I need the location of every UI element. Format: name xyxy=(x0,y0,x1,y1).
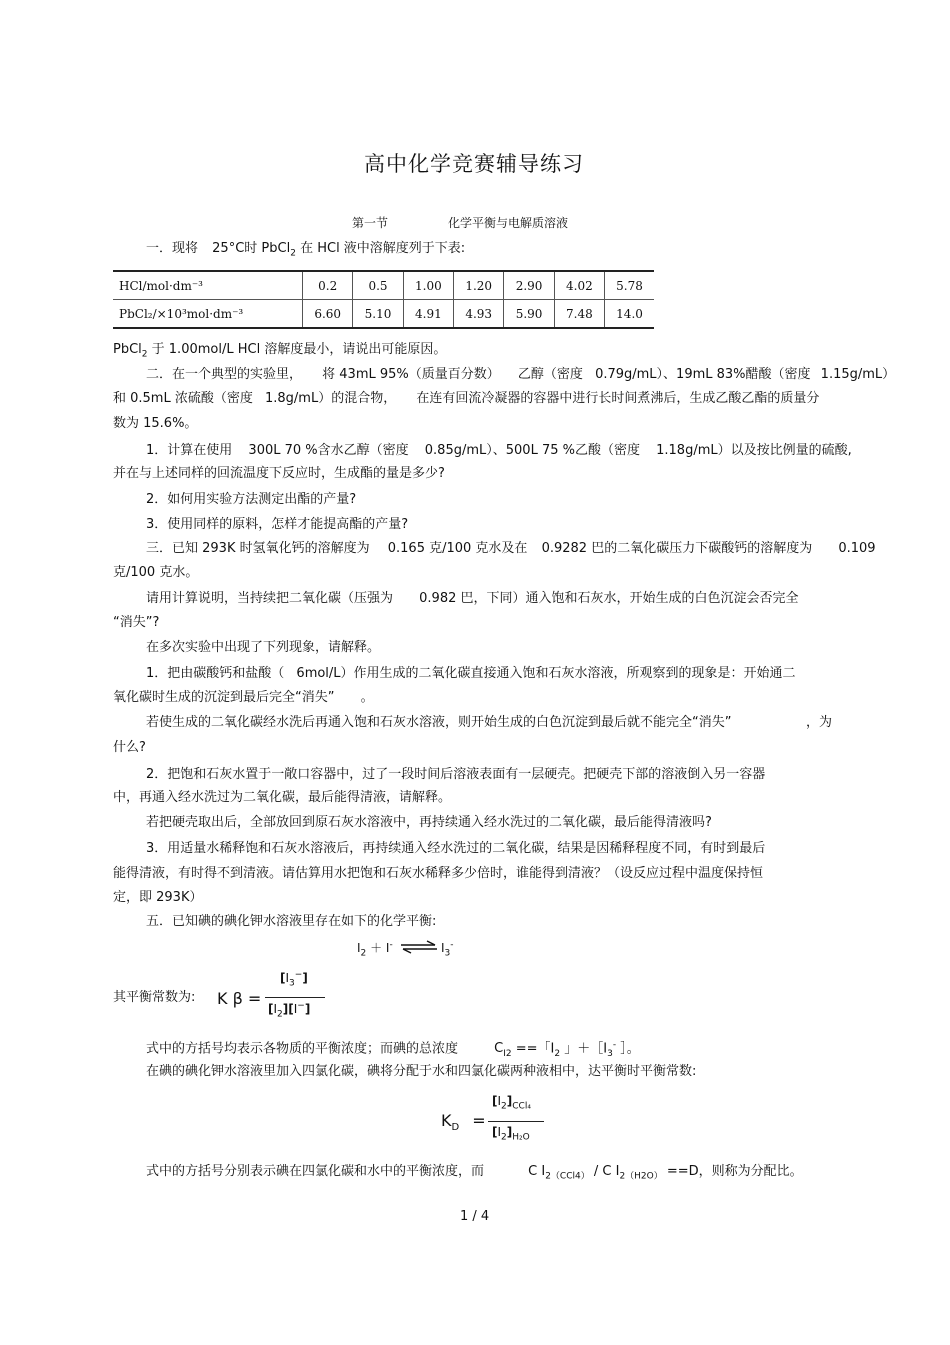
q5-note1: 式中的方括号均表示各物质的平衡浓度；而碘的总浓度 $C_{I2}$ ==「$I_2$ 」$+[I_3^-$ ］。 xyxy=(146,1040,640,1059)
table-cell: 4.93 xyxy=(454,300,504,329)
q2-line2: 和 0.5mL 浓硫酸（密度 1.8g/mL）的混合物， 在连有回流冷凝器的容器中进行长时间煮沸后，生成乙酸乙酯的质量分 xyxy=(113,391,820,406)
table-row xyxy=(113,271,654,300)
q3-line5: 在多次实验中出现了下列现象，请解释。 xyxy=(146,640,381,655)
q1-intro: 一．现将 25°C时 PbCl$_2$ 在 HCl 液中溶解度列于下表: xyxy=(146,241,466,259)
table-cell: 4.91 xyxy=(403,300,453,329)
kd-denominator: $[I_2]_{H_2O}$ xyxy=(492,1125,530,1143)
q3-a1-line1: 1．把由碳酸钙和盐酸（ 6mol/L）作用生成的二氧化碳直接通入饱和石灰水溶液，所观察到的现象是：开始通二 xyxy=(146,666,796,681)
q3-b-line1: 2．把饱和石灰水置于一敞口容器中，过了一段时间后溶液表面有一层硬壳。把硬壳下部的溶液倒入另一容器 xyxy=(146,767,766,782)
k-beta-numerator: $[I_3^-]$ xyxy=(280,970,308,989)
table-cell: 0.5 xyxy=(353,271,403,300)
table-cell: 7.48 xyxy=(554,300,604,329)
table-cell: 1.20 xyxy=(454,271,504,300)
solubility-table xyxy=(113,270,654,329)
table-cell: 5.78 xyxy=(605,271,654,300)
section-name: 化学平衡与电解质溶液 xyxy=(448,216,569,230)
table-cell: 0.2 xyxy=(303,271,353,300)
q2-sub1: 1．计算在使用 300L 70 %含水乙醇（密度 0.85g/mL）、500L 75 %乙酸（密度 1.18g/mL）以及按比例量的硫酸, xyxy=(146,443,852,458)
q2-line3: 数为 15.6%。 xyxy=(113,416,198,431)
page-title: 高中化学竞赛辅导练习 xyxy=(364,152,584,176)
q3-c-line1: 3．用适量水稀释饱和石灰水溶液后，再持续通入经水洗过的二氧化碳，结果是因稀释程度不同，有时到最后 xyxy=(146,841,766,856)
q1-question: PbCl$_2$ 于 1.00mol/L HCl 溶解度最小，请说出可能原因。 xyxy=(113,342,447,360)
q3-c-line3: 定，即 293K） xyxy=(113,890,203,905)
q5-intro: 五．已知碘的碘化钾水溶液里存在如下的化学平衡: xyxy=(146,914,437,929)
k-beta-symbol: K β = xyxy=(217,989,262,1008)
q3-line3: 请用计算说明，当持续把二氧化碳（压强为 0.982 巴，下同）通入饱和石灰水，开始生成的白色沉淀会否完全 xyxy=(146,591,799,606)
table-cell: 4.02 xyxy=(554,271,604,300)
table-cell: 2.90 xyxy=(504,271,554,300)
kd-symbol: $K_D$ = xyxy=(441,1111,486,1134)
q2-sub2: 2．如何用实验方法测定出酯的产量? xyxy=(146,492,357,507)
section-number: 第一节 xyxy=(352,216,389,230)
q5-note2: 在碘的碘化钾水溶液里加入四氯化碳，碘将分配于水和四氯化碳两种液相中，达平衡时平衡常数: xyxy=(146,1064,697,1079)
kd-numerator: $[I_2]_{CCl_4}$ xyxy=(492,1094,531,1112)
q2-line1: 二．在一个典型的实验里， 将 43mL 95%（质量百分数） 乙醇（密度 0.79g/mL）、19mL 83%醋酸（密度 1.15g/mL） xyxy=(146,367,896,382)
table-cell: 5.90 xyxy=(504,300,554,329)
q3-b-line3: 若把硬壳取出后，全部放回到原石灰水溶液中，再持续通入经水洗过的二氧化碳，最后能得清液吗? xyxy=(146,815,712,830)
q3-line1: 三．已知 293K 时氢氧化钙的溶解度为 0.165 克/100 克水及在 0.9282 巴的二氧化碳压力下碳酸钙的溶解度为 0.109 xyxy=(146,541,876,556)
q3-a2-line1: 若使生成的二氧化碳经水洗后再通入饱和石灰水溶液，则开始生成的白色沉淀到最后就不能完全“消失” xyxy=(146,715,732,730)
q3-a2-tail: ，为 xyxy=(806,715,833,730)
equilibrium-equation: $I_2 + I^-$ xyxy=(357,940,393,959)
k-beta-denominator: $[I_2][I^-]$ xyxy=(268,1001,311,1020)
page-number: 1 / 4 xyxy=(460,1209,490,1224)
q3-line2: 克/100 克水。 xyxy=(113,565,199,580)
q2-sub1-cont: 并在与上述同样的回流温度下反应时，生成酯的量是多少? xyxy=(113,466,445,481)
q2-sub3: 3．使用同样的原料，怎样才能提高酯的产量? xyxy=(146,517,409,532)
table-cell: 1.00 xyxy=(403,271,453,300)
q3-a1-line2: 氧化碳时生成的沉淀到最后完全“消失” 。 xyxy=(113,690,374,705)
table-cell: 6.60 xyxy=(303,300,353,329)
q3-b-line2: 中，再通入经水洗过为二氧化碳，最后能得清液，请解释。 xyxy=(113,790,452,805)
fraction-bar xyxy=(265,997,325,998)
equilibrium-arrow-icon xyxy=(399,940,439,954)
row-header-pbcl2: PbCl₂/×10³mol·dm⁻³ xyxy=(119,306,244,321)
q3-c-line2: 能得清液，有时得不到清液。请估算用水把饱和石灰水稀释多少倍时，谁能得到清液？（设反应过程中温度保持恒 xyxy=(113,866,764,881)
fraction-bar xyxy=(488,1121,544,1122)
q5-note3: 式中的方括号分别表示碘在四氯化碳和水中的平衡浓度，而 C $I_{2(CCl4)}$ / C $I_{2(H2O)} ==D$，则称为分配比。 xyxy=(146,1164,803,1182)
q3-a2-line2: 什么? xyxy=(113,740,146,755)
table-row xyxy=(113,300,654,329)
row-header-hcl: HCl/mol·dm⁻³ xyxy=(113,271,303,300)
equilibrium-product: $I_3^-$ xyxy=(441,940,454,959)
table-cell: 5.10 xyxy=(353,300,403,329)
q3-line4: “消失”? xyxy=(113,615,160,630)
table-cell: 14.0 xyxy=(605,300,654,329)
k-beta-label: 其平衡常数为: xyxy=(113,990,196,1005)
